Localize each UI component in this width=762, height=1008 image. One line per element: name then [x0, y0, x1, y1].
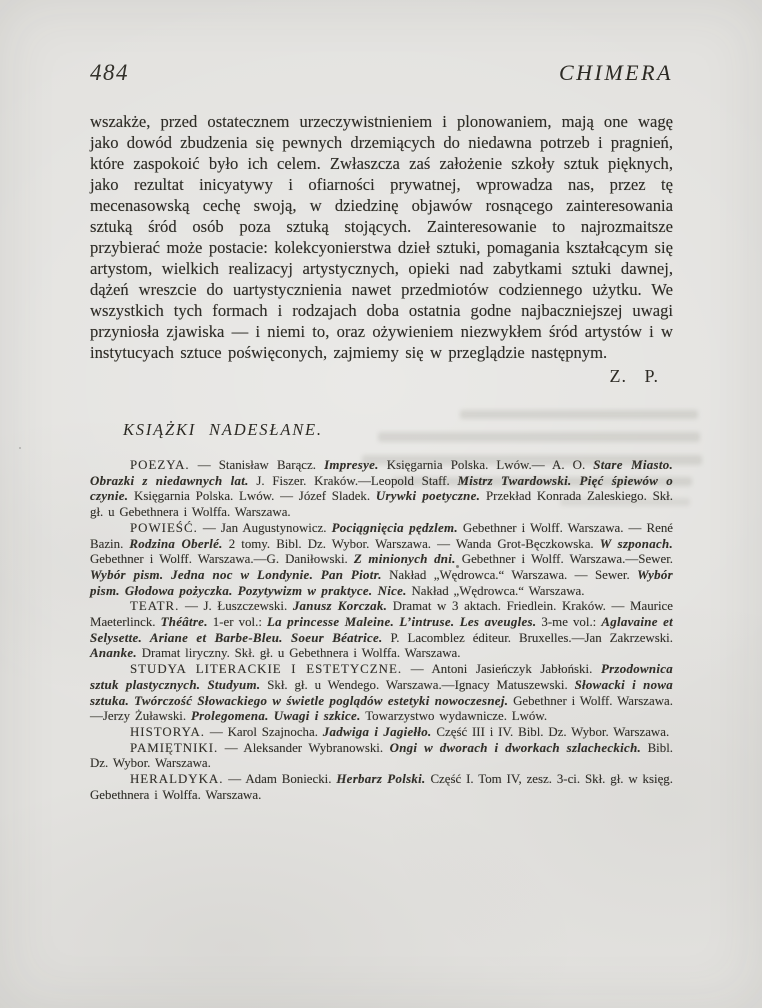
book-title: Ongi w dworach i dworkach szlacheckich.	[389, 740, 642, 755]
journal-title: CHIMERA	[558, 60, 673, 85]
book-entry	[90, 458, 673, 521]
book-title: Aglavaine et Selysette. Ariane et Barbe-Bleu. Soeur Béatrice.	[90, 615, 674, 645]
book-list	[90, 458, 673, 803]
book-entry-text: Skł. gł. u Wendego. Warszawa.—Ignacy Matuszewski.	[260, 677, 575, 692]
book-title: Herbarz Polski.	[336, 772, 426, 787]
book-category-label: TEATR.	[130, 599, 180, 614]
page-content	[90, 60, 673, 803]
book-title: La princesse Maleine. L’intruse. Les aveugles.	[266, 615, 537, 630]
book-title: Jadwiga i Jagiełło.	[322, 724, 432, 739]
book-entry-text: — Aleksander Wybranowski.	[218, 740, 390, 755]
book-entry-text: 3-me vol.:	[536, 615, 602, 630]
book-entry	[90, 662, 673, 725]
book-category-label: HISTORYA.	[130, 724, 206, 739]
article-body-paragraph: wszakże, przed ostatecznem urzeczywistnieniem i plonowaniem, mają one wagę jako dowód zbudzenia się pewnych drzemiących do niedawna potrzeb i pragnień, które zaspokoić było ich celem. Zwłaszcza zaś założenie szkoły sztuk pięknych, jako rezultat inicyatywy i ofiarności prywatnej, wprowadza nas, przez tę mecenasowską cechę swoją, w dziedzinę objawów rosnącego zainteresowania sztuką śród osób poza sztuką stojących. Zainteresowanie to najrozmaitsze przybierać może postacie: kolekcyonierstwa dzieł sztuki, pomagania kształcącym się artystom, wielkich realizacyj artystycznych, opieki nad zabytkami sztuki dawnej, dążeń wreszcie do uartystycznienia nawet przedmiotów codziennego użytku. We wszystkich tych formach i rodzajach doba ostatnia godne najbaczniejszej uwagi przyniosła zjawiska — i niemi to, oraz ożywieniem niezwykłem śród artystów i w instytucyach sztuce poświęconych, zajmiemy się w przeglądzie następnym.	[90, 112, 673, 362]
book-entry-text: — Jan Augustynowicz.	[197, 520, 332, 535]
book-entry-text: P. Lacomblez éditeur. Bruxelles.—Jan Zakrzewski.	[382, 630, 673, 645]
book-title: Wybór pism. Głodowa pożyczka. Pozytywizm w praktyce. Nice.	[90, 567, 673, 598]
book-title: Słowacki i nowa sztuka. Twórczość Słowackiego w świetle poglądów estetyki nowoczesnej.	[90, 677, 673, 708]
books-received-heading: KSIĄŻKI NADESŁANE.	[123, 420, 323, 439]
book-entry-text: Księgarnia Polska. Lwów. — Józef Sladek.	[128, 489, 376, 504]
book-title: Impresye.	[324, 458, 379, 472]
book-entry-text: Nakład „Wędrowca.“ Warszawa.	[406, 583, 585, 598]
book-title: Przodownica sztuk plastycznych. Studyum.	[90, 662, 673, 692]
book-category-label: POEZYA.	[130, 458, 190, 472]
book-entry-text: J. Fiszer. Kraków.—Leopold Staff.	[248, 473, 458, 488]
book-title: Janusz Korczak.	[292, 599, 388, 614]
running-header	[90, 60, 673, 86]
book-category-label: STUDYA LITERACKIE I ESTETYCZNE.	[130, 662, 403, 677]
book-entry-text: — Stanisław Barącz.	[189, 458, 325, 472]
book-entry-text: Część III i IV. Bibl. Dz. Wybor. Warszawa.	[431, 724, 670, 739]
book-entry-text: Księgarnia Polska. Lwów.— A. O.	[378, 458, 594, 472]
author-signature: Z. P.	[609, 366, 659, 386]
book-entry	[90, 741, 673, 772]
book-entry-text: Gebethner i Wolff. Warszawa.—Sewer.	[455, 552, 673, 567]
book-entry-text: Nakład „Wędrowca.“ Warszawa. — Sewer.	[381, 567, 638, 582]
page-number: 484	[90, 60, 129, 85]
book-entry-text: — Adam Boniecki.	[223, 772, 337, 787]
book-entry-text: Gebethner i Wolff. Warszawa.—Jerzy Żuławski.	[90, 693, 673, 724]
book-title: Mistrz Twardowski. Pięć śpiewów o czynie.	[90, 473, 674, 504]
book-entry-text: Gebethner i Wolff. Warszawa. — René Bazin.	[90, 520, 673, 551]
book-entry-text: 1-er vol.:	[207, 615, 267, 630]
book-entry-text: Dramat w 3 aktach. Friedlein. Kraków. — Maurice Maeterlinck.	[90, 599, 673, 630]
book-title: Prolegomena. Uwagi i szkice.	[190, 709, 361, 724]
book-title: Théâtre.	[160, 615, 208, 630]
book-category-label: PAMIĘTNIKI.	[130, 740, 219, 755]
book-title: Wybór pism. Jedna noc w Londynie. Pan Piotr.	[90, 567, 382, 582]
book-entry-text: — Karol Szajnocha.	[205, 724, 323, 739]
book-entry-text: 2 tomy. Bibl. Dz. Wybor. Warszawa. — Wanda Grot-Bęczkowska.	[222, 536, 600, 551]
book-entry-text: Bibl. Dz. Wybor. Warszawa.	[90, 740, 673, 771]
book-entry-text: Dramat liryczny. Skł. gł. u Gebethnera i Wolffa. Warszawa.	[136, 646, 461, 661]
book-entry-text: — J. Łuszczewski.	[179, 599, 293, 614]
book-entry	[90, 772, 673, 803]
book-entry	[90, 521, 673, 600]
book-entry	[90, 599, 673, 662]
book-title: Urywki poetyczne.	[375, 489, 481, 504]
book-entry-text: Część I. Tom IV, zesz. 3-ci. Skł. gł. w księg. Gebethnera i Wolffa. Warszawa.	[90, 772, 673, 802]
book-title: Pociągnięcia pędzlem.	[331, 520, 458, 535]
book-title: Stare Miasto. Obrazki z niedawnych lat.	[90, 458, 673, 488]
book-entry	[90, 725, 673, 741]
book-title: Rodzina Oberlé.	[129, 536, 223, 551]
book-title: Ananke.	[90, 646, 137, 661]
book-entry-text: — Antoni Jasieńczyk Jabłoński.	[402, 662, 601, 677]
book-category-label: POWIEŚĆ.	[130, 520, 198, 535]
book-entry-text: Towarzystwo wydawnicze. Lwów.	[360, 709, 548, 724]
book-title: W szponach.	[599, 536, 673, 551]
book-entry-text: Gebethner i Wolff. Warszawa.—G. Daniłowski.	[90, 552, 354, 567]
book-title: Z minionych dni.	[353, 552, 456, 567]
book-category-label: HERALDYKA.	[130, 772, 224, 787]
paper-speck	[19, 447, 21, 449]
book-entry-text: Przekład Konrada Zaleskiego. Skł. gł. u Gebethnera i Wolffa. Warszawa.	[90, 489, 673, 520]
